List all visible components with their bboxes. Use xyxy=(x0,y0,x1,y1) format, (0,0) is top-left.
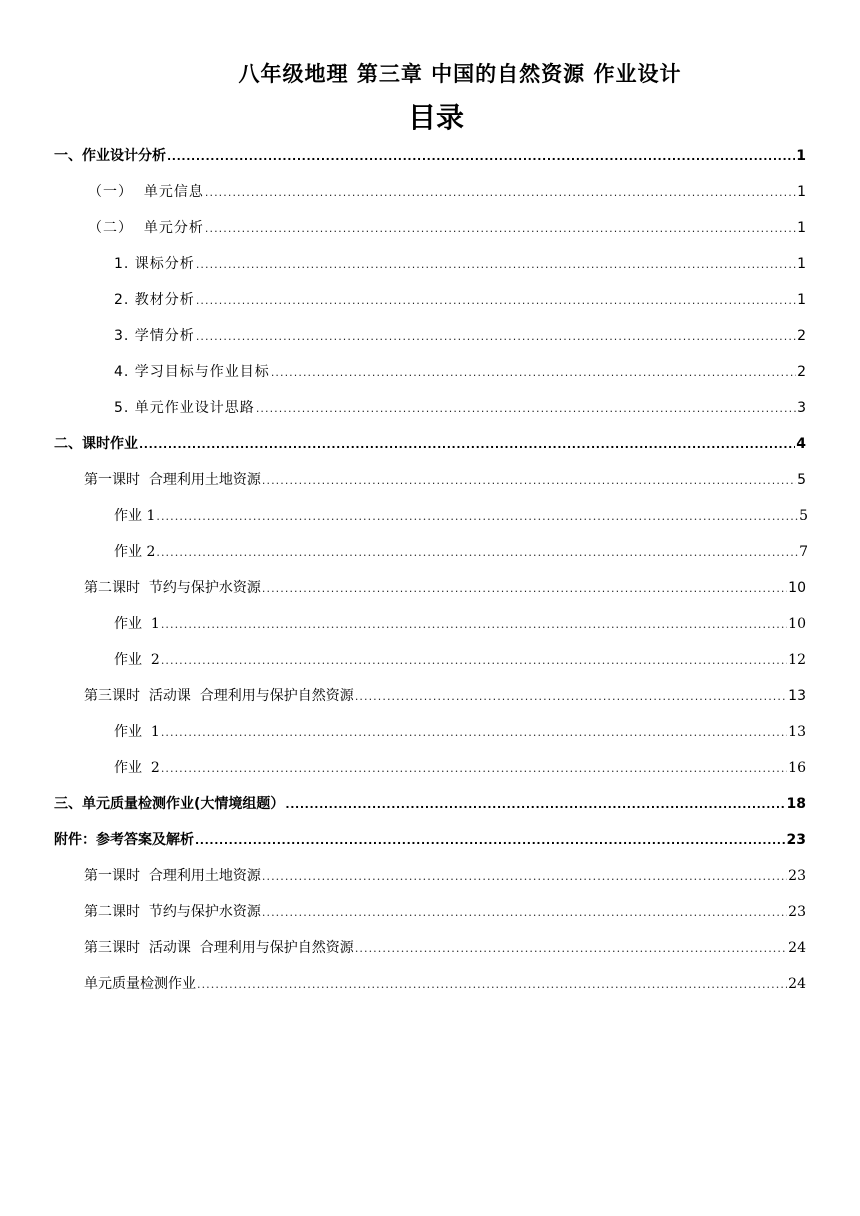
toc-entry-page: 12 xyxy=(788,652,806,668)
dot-leader xyxy=(197,974,787,996)
toc-entry[interactable] xyxy=(114,325,806,347)
toc-entry-page: 13 xyxy=(788,724,806,740)
toc-entry-page: 23 xyxy=(788,904,806,920)
dot-leader xyxy=(355,938,787,960)
dot-leader xyxy=(156,506,798,528)
toc-entry[interactable] xyxy=(114,757,806,779)
toc-entry-label: 作业 2 xyxy=(114,760,160,776)
dot-leader xyxy=(167,146,795,168)
dot-leader xyxy=(271,362,796,384)
toc-entry-label: 第一课时 合理利用土地资源 xyxy=(84,868,261,884)
dot-leader xyxy=(262,866,787,888)
toc-entry-page: 1 xyxy=(797,184,806,200)
toc-entry-page: 5 xyxy=(797,472,806,488)
dot-leader xyxy=(205,182,796,204)
toc-entry[interactable] xyxy=(84,577,806,599)
toc-entry-page: 1 xyxy=(797,220,806,236)
toc-entry-page: 23 xyxy=(786,832,806,848)
toc-entry[interactable] xyxy=(84,469,806,491)
toc-entry[interactable] xyxy=(114,505,808,527)
dot-leader xyxy=(161,650,787,672)
toc-entry[interactable] xyxy=(54,433,806,455)
toc-entry[interactable] xyxy=(88,181,806,203)
toc-entry-page: 23 xyxy=(788,868,806,884)
dot-leader xyxy=(205,218,796,240)
toc-entry-page: 16 xyxy=(788,760,806,776)
toc-entry-label: 第二课时 节约与保护水资源 xyxy=(84,580,261,596)
toc-entry-label: 三、单元质量检测作业(大情境组题） xyxy=(54,796,285,812)
toc-entry[interactable] xyxy=(84,937,806,959)
toc-entry-label: 作业 1 xyxy=(114,724,160,740)
toc-entry-label: 一、作业设计分析 xyxy=(54,148,166,164)
dot-leader xyxy=(195,830,786,852)
toc-entry-page: 5 xyxy=(799,508,808,524)
toc-entry[interactable] xyxy=(84,865,806,887)
toc-entry-label: 第二课时 节约与保护水资源 xyxy=(84,904,261,920)
toc-entry-label: 作业 2 xyxy=(114,544,156,560)
toc-entry[interactable] xyxy=(114,361,806,383)
toc-entry[interactable] xyxy=(114,541,808,563)
dot-leader xyxy=(256,398,796,420)
toc-entry-label: 第一课时 合理利用土地资源 xyxy=(84,472,261,488)
toc-entry-page: 10 xyxy=(788,616,806,632)
toc-entry-page: 1 xyxy=(797,256,806,272)
toc-entry[interactable] xyxy=(54,793,806,815)
toc-entry-label: 5. 单元作业设计思路 xyxy=(114,400,255,416)
dot-leader xyxy=(285,794,785,816)
dot-leader xyxy=(196,290,796,312)
toc-entry-label: 4. 学习目标与作业目标 xyxy=(114,364,270,380)
toc-entry-label: 二、课时作业 xyxy=(54,436,138,452)
dot-leader xyxy=(161,722,787,744)
toc-entry-label: 作业 1 xyxy=(114,508,156,524)
toc-entry-page: 10 xyxy=(788,580,806,596)
toc-entry-label: （二） 单元分析 xyxy=(88,220,204,236)
toc-entry-label: 作业 2 xyxy=(114,652,160,668)
toc-entry-page: 3 xyxy=(797,400,806,416)
toc-entry-label: 1. 课标分析 xyxy=(114,256,195,272)
dot-leader xyxy=(161,614,787,636)
toc-entry-label: 第三课时 活动课 合理利用与保护自然资源 xyxy=(84,940,354,956)
toc-entry-page: 4 xyxy=(796,436,806,452)
dot-leader xyxy=(262,470,796,492)
dot-leader xyxy=(196,326,796,348)
dot-leader xyxy=(196,254,796,276)
toc-entry[interactable] xyxy=(88,217,806,239)
dot-leader xyxy=(139,434,795,456)
toc-entry-page: 2 xyxy=(797,364,806,380)
toc-entry[interactable] xyxy=(114,397,806,419)
dot-leader xyxy=(262,578,787,600)
toc-entry[interactable] xyxy=(54,145,806,167)
toc-entry[interactable] xyxy=(114,253,806,275)
toc-entry-label: 单元质量检测作业 xyxy=(84,976,196,992)
toc-entry[interactable] xyxy=(84,685,806,707)
toc-entry-page: 24 xyxy=(788,976,806,992)
toc-entry-label: 2. 教材分析 xyxy=(114,292,195,308)
toc-entry[interactable] xyxy=(114,613,806,635)
toc-entry-label: 附件：参考答案及解析 xyxy=(54,832,194,848)
toc-entry[interactable] xyxy=(114,649,806,671)
toc-entry-label: （一） 单元信息 xyxy=(88,184,204,200)
dot-leader xyxy=(262,902,787,924)
toc-entry-page: 24 xyxy=(788,940,806,956)
toc-heading: 目录 xyxy=(407,101,464,134)
document-title: 八年级地理 第三章 中国的自然资源 作业设计 xyxy=(238,62,682,86)
dot-leader xyxy=(161,758,787,780)
toc-entry[interactable] xyxy=(114,289,806,311)
toc-entry-page: 1 xyxy=(796,148,806,164)
toc-entry-page: 18 xyxy=(786,796,806,812)
toc-entry-page: 1 xyxy=(797,292,806,308)
dot-leader xyxy=(355,686,787,708)
toc-entry-label: 第三课时 活动课 合理利用与保护自然资源 xyxy=(84,688,354,704)
toc-entry-page: 2 xyxy=(797,328,806,344)
toc-entry-page: 13 xyxy=(788,688,806,704)
toc-entry[interactable] xyxy=(84,973,806,995)
toc-entry[interactable] xyxy=(54,829,806,851)
dot-leader xyxy=(156,542,798,564)
toc-entry-label: 3. 学情分析 xyxy=(114,328,195,344)
toc-entry-label: 作业 1 xyxy=(114,616,160,632)
toc-entry[interactable] xyxy=(84,901,806,923)
toc-entry-page: 7 xyxy=(799,544,808,560)
toc-entry[interactable] xyxy=(114,721,806,743)
